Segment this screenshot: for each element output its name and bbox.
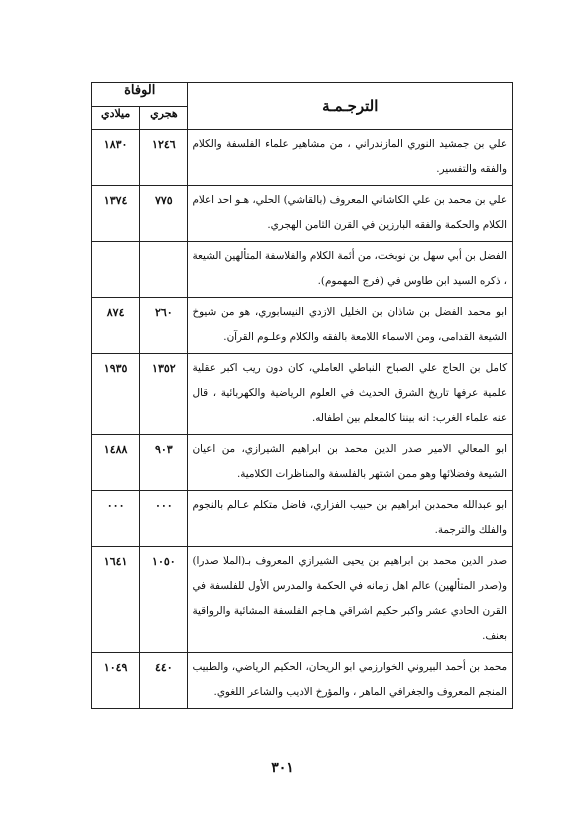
gregorian-year-cell: ١٣٧٤ — [92, 186, 140, 242]
gregorian-year-cell: ١٠٤٩ — [92, 653, 140, 709]
biography-cell: صدر الدين محمد بن ابراهيم بن يحيى الشيرازي المعروف بـ(الملا صدرا) و(صدر المتألهين) عالم اهل زمانه في الحكمة والمدرس الأول للفلسفة في القرن الحادي عشر واكبر حكيم اشراقي هـاجم الفلسفة المشائية والرواقية بعنف. — [188, 547, 513, 653]
hijri-year-cell: ٩٠٣ — [140, 435, 188, 491]
table-row — [92, 547, 513, 653]
table-row — [92, 491, 513, 547]
header-death: الوفاة — [92, 83, 188, 107]
gregorian-year-cell: ٨٧٤ — [92, 298, 140, 354]
hijri-year-cell: ١٣٥٢ — [140, 354, 188, 435]
biography-cell: الفضل بن أبي سهل بن نوبخت، من أئمة الكلام والفلاسفة المتألهين الشيعة ، ذكره السيد ابن طاوس في (فرج المهموم). — [188, 242, 513, 298]
table-row — [92, 130, 513, 186]
table-row — [92, 435, 513, 491]
header-biography: الترجـمـة — [188, 83, 513, 130]
gregorian-year-cell — [92, 242, 140, 298]
table-row — [92, 298, 513, 354]
table-row — [92, 186, 513, 242]
hijri-year-cell: ١٠٥٠ — [140, 547, 188, 653]
gregorian-year-cell: ١٩٣٥ — [92, 354, 140, 435]
biography-cell: علي بن محمد بن علي الكاشاني المعروف (بالقاشي) الحلي، هـو احد اعلام الكلام والحكمة والفقه البارزين في القرن الثامن الهجري. — [188, 186, 513, 242]
biography-cell: ابو عبدالله محمدبن ابراهيم بن حبيب الفزاري، فاضل متكلم عـالم بالنجوم والفلك والترجمة. — [188, 491, 513, 547]
biography-cell: علي بن جمشيد النوري المازندراني ، من مشاهير علماء الفلسفة والكلام والفقه والتفسير. — [188, 130, 513, 186]
header-gregorian: ميلادي — [92, 106, 140, 130]
hijri-year-cell: ٢٦٠ — [140, 298, 188, 354]
hijri-year-cell — [140, 242, 188, 298]
gregorian-year-cell: ١٤٨٨ — [92, 435, 140, 491]
table-row — [92, 653, 513, 709]
biography-cell: محمد بن أحمد البيروني الخوارزمي ابو الريحان، الحكيم الرياضي، والطبيب المنجم المعروف والجغرافي الماهر ، والمؤرخ الاديب والشاعر اللغوي. — [188, 653, 513, 709]
gregorian-year-cell: ١٦٤١ — [92, 547, 140, 653]
hijri-year-cell: ١٢٤٦ — [140, 130, 188, 186]
hijri-year-cell: ٧٧٥ — [140, 186, 188, 242]
table-row — [92, 242, 513, 298]
biography-cell: ابو المعالي الامير صدر الدين محمد بن ابراهيم الشيرازي، من اعيان الشيعة وفضلائها وهو ممن اشتهر بالفلسفة والمناظرات الكلامية. — [188, 435, 513, 491]
gregorian-year-cell: ٠٠٠ — [92, 491, 140, 547]
biography-table — [91, 82, 513, 709]
hijri-year-cell: ٠٠٠ — [140, 491, 188, 547]
biography-cell: ابو محمد الفضل بن شاذان بن الخليل الازدي النيسابوري، هو من شيوخ الشيعة القدامى، ومن الاسماء اللامعة بالفقه والكلام وعلـوم القرآن. — [188, 298, 513, 354]
header-hijri: هجري — [140, 106, 188, 130]
table-row — [92, 354, 513, 435]
hijri-year-cell: ٤٤٠ — [140, 653, 188, 709]
gregorian-year-cell: ١٨٣٠ — [92, 130, 140, 186]
biography-cell: كامل بن الحاج علي الصباح النباطي العاملي، كان دون ريب اكبر عقلية علمية عرفها تاريخ الشرق الحديث في العلوم الرياضية والكهربائية ، قال عنه علماء الغرب: انه بيننا كالمعلم بين اطفاله. — [188, 354, 513, 435]
page-number: ٣٠١ — [271, 760, 294, 776]
